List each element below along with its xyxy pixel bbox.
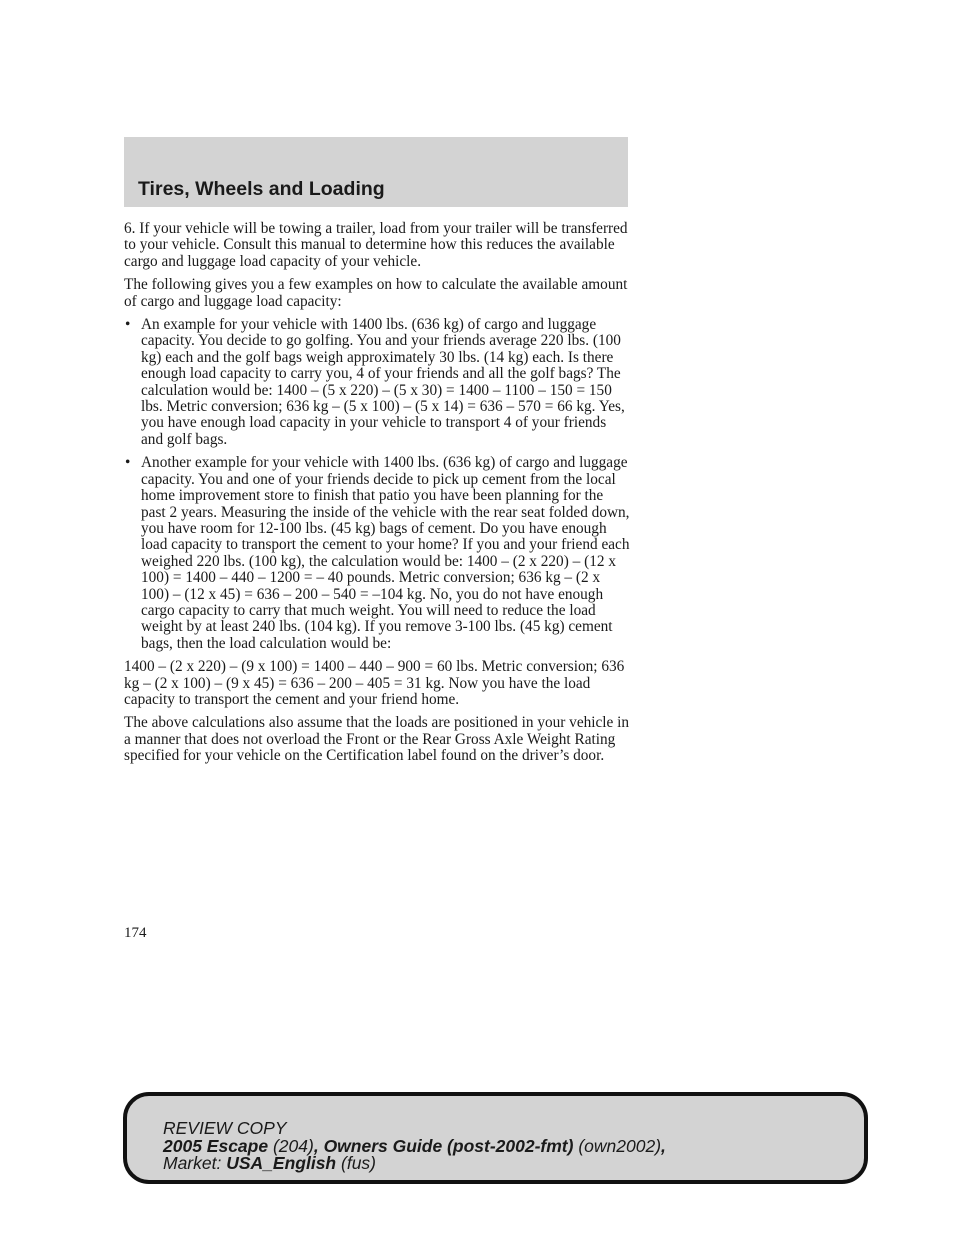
example-list	[124, 317, 630, 652]
market-code: (fus)	[341, 1153, 376, 1173]
guide-name: Owners Guide (post-2002-fmt)	[323, 1135, 574, 1156]
review-copy-label: REVIEW COPY	[163, 1118, 287, 1138]
review-copy-box	[123, 1092, 868, 1184]
market-name: USA_English	[226, 1153, 337, 1173]
section-title: Tires, Wheels and Loading	[138, 178, 385, 200]
paragraph-examples-intro: The following gives you a few examples on how to calculate the available amount of cargo and luggage load capacity:	[124, 276, 628, 310]
separator: ,	[313, 1135, 324, 1156]
model-name: 2005 Escape	[163, 1135, 269, 1156]
list-item-text: Another example for your vehicle with 1400 lbs. (636 kg) of cargo and luggage capacity. You and one of your friends decide to pick up cement from the local home improvement store to finish that patio you have been planning for the past 2 years. Measuring the inside of the vehicle with the rear seat folded down, you have room for 12-100 lbs. (45 kg) bags of cement. Do you have enough load capacity to transport the cement to your home? If you and your friend each weighed 220 lbs. (100 kg), the calculation would be: 1400 – (2 x 220) – (12 x 100) = 1400 – 440 – 1200 = – 40 pounds. Metric conversion; 636 kg – (2 x 100) – (12 x 45) = 636 – 200 – 540 = –104 kg. No, you do not have enough cargo capacity to carry that much weight. You will need to reduce the load weight by at least 240 lbs. (104 kg). If you remove 3-100 lbs. (45 kg) cement bags, then the load calculation would be:	[141, 454, 630, 652]
page-content	[124, 221, 630, 772]
list-item-text: An example for your vehicle with 1400 lbs. (636 kg) of cargo and luggage capacity. You decide to go golfing. You and your friends average 220 lbs. (100 kg) each and the golf bags weigh approximately 30 lbs. (14 kg) each. Is there enough load capacity to carry you, 4 of your friends and all the golf bags? The calculation would be: 1400 – (5 x 220) – (5 x 30) = 1400 – 1100 – 150 = 150 lbs. Metric conversion; 636 kg – (5 x 100) – (5 x 14) = 636 – 570 = 66 kg. Yes, you have enough load capacity in your vehicle to transport 4 of your friends and golf bags.	[141, 316, 625, 448]
list-item	[124, 317, 630, 448]
guide-code: (own2002)	[578, 1135, 662, 1156]
list-item	[124, 455, 630, 652]
bullet-icon: •	[125, 454, 131, 472]
paragraph-axle-note: The above calculations also assume that the loads are positioned in your vehicle in a manner that does not overload the Front or the Rear Gross Axle Weight Rating specified for your vehicle on the Certification label found on the driver’s door.	[124, 714, 630, 765]
model-code: (204)	[272, 1135, 314, 1156]
paragraph-calculation: 1400 – (2 x 220) – (9 x 100) = 1400 – 440 – 900 = 60 lbs. Metric conversion; 636 kg – (2 x 100) – (9 x 45) = 636 – 200 – 405 = 31 kg. Now you have the load capacity to transport the cement and your friend home.	[124, 658, 625, 708]
market-label: Market:	[163, 1153, 222, 1173]
section-header	[124, 137, 628, 207]
bullet-icon: •	[125, 316, 131, 334]
paragraph-towing: 6. If your vehicle will be towing a trailer, load from your trailer will be transferred to your vehicle. Consult this manual to determine how this reduces the available cargo and luggage load capacity of your vehicle.	[124, 220, 628, 270]
separator: ,	[661, 1135, 666, 1156]
market-line	[163, 1155, 666, 1173]
review-copy-text	[163, 1120, 666, 1173]
page-number: 174	[124, 925, 147, 941]
